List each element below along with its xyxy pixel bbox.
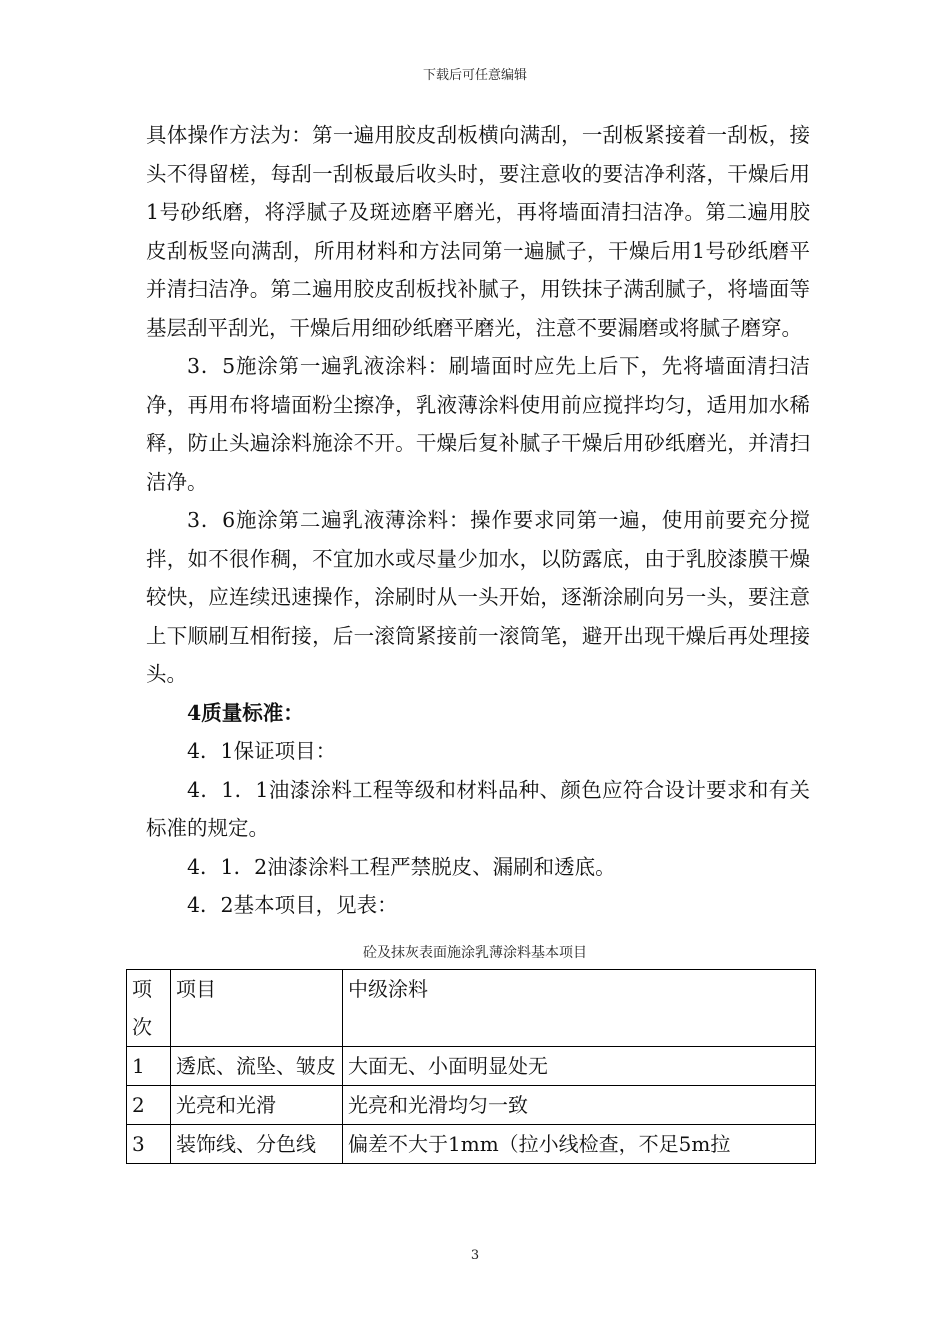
table-cell: 3	[127, 1125, 171, 1164]
paragraph-3-6: 3．6施涂第二遍乳液薄涂料：操作要求同第一遍，使用前要充分搅拌，如不很作稠，不宜加水或尽量少加水，以防露底，由于乳胶漆膜干燥较快，应连续迅速操作，涂刷时从一头开始，逐渐涂刷向另一头，要注意上下顺刷互相衔接，后一滚筒紧接前一滚筒笔，避开出现干燥后再处理接头。	[146, 508, 810, 686]
header-cell-index: 项次	[127, 970, 171, 1047]
section-heading-quality: 4质量标准：	[187, 700, 304, 725]
paragraph-4-1-2: 4．1．2油漆涂料工程严禁脱皮、漏刷和透底。	[187, 854, 616, 879]
table-cell: 光亮和光滑均匀一致	[343, 1086, 816, 1125]
table-cell: 偏差不大于1mm（拉小线检查，不足5m拉	[343, 1125, 816, 1164]
table-cell: 透底、流坠、皱皮	[171, 1047, 343, 1086]
header-cell-grade: 中级涂料	[343, 970, 816, 1047]
page-number: 3	[470, 1248, 480, 1263]
table-row	[127, 1125, 816, 1164]
header-cell-item: 项目	[171, 970, 343, 1047]
table-cell: 大面无、小面明显处无	[343, 1047, 816, 1086]
paragraph-method: 具体操作方法为：第一遍用胶皮刮板横向满刮，一刮板紧接着一刮板，接头不得留槎，每刮一刮板最后收头时，要注意收的要洁净利落，干燥后用1号砂纸磨，将浮腻子及斑迹磨平磨光，再将墙面清扫洁净。第二遍用胶皮刮板竖向满刮，所用材料和方法同第一遍腻子，干燥后用1号砂纸磨平并清扫洁净。第二遍用胶皮刮板找补腻子，用铁抹子满刮腻子，将墙面等基层刮平刮光，干燥后用细砂纸磨平磨光，注意不要漏磨或将腻子磨穿。	[146, 123, 810, 340]
table-cell: 1	[127, 1047, 171, 1086]
basic-items-table	[126, 969, 816, 1164]
paragraph-4-1: 4．1保证项目：	[187, 739, 337, 763]
table-caption: 砼及抹灰表面施涂乳薄涂料基本项目	[363, 945, 587, 961]
document-body	[146, 116, 810, 925]
table-row	[127, 1086, 816, 1125]
table-cell: 2	[127, 1086, 171, 1125]
table-cell: 光亮和光滑	[171, 1086, 343, 1125]
paragraph-3-5: 3．5施涂第一遍乳液涂料：刷墙面时应先上后下，先将墙面清扫洁净，再用布将墙面粉尘擦净，乳液薄涂料使用前应搅拌均匀，适用加水稀释，防止头遍涂料施涂不开。干燥后复补腻子干燥后用砂纸磨光，并清扫洁净。	[146, 354, 810, 494]
table-row	[127, 1047, 816, 1086]
paragraph-4-2: 4．2基本项目，见表：	[187, 893, 398, 917]
table-header-row	[127, 970, 816, 1047]
page-header: 下载后可任意编辑	[422, 68, 527, 83]
paragraph-4-1-1: 4．1．1油漆涂料工程等级和材料品种、颜色应符合设计要求和有关标准的规定。	[146, 777, 810, 840]
table-cell: 装饰线、分色线	[171, 1125, 343, 1164]
